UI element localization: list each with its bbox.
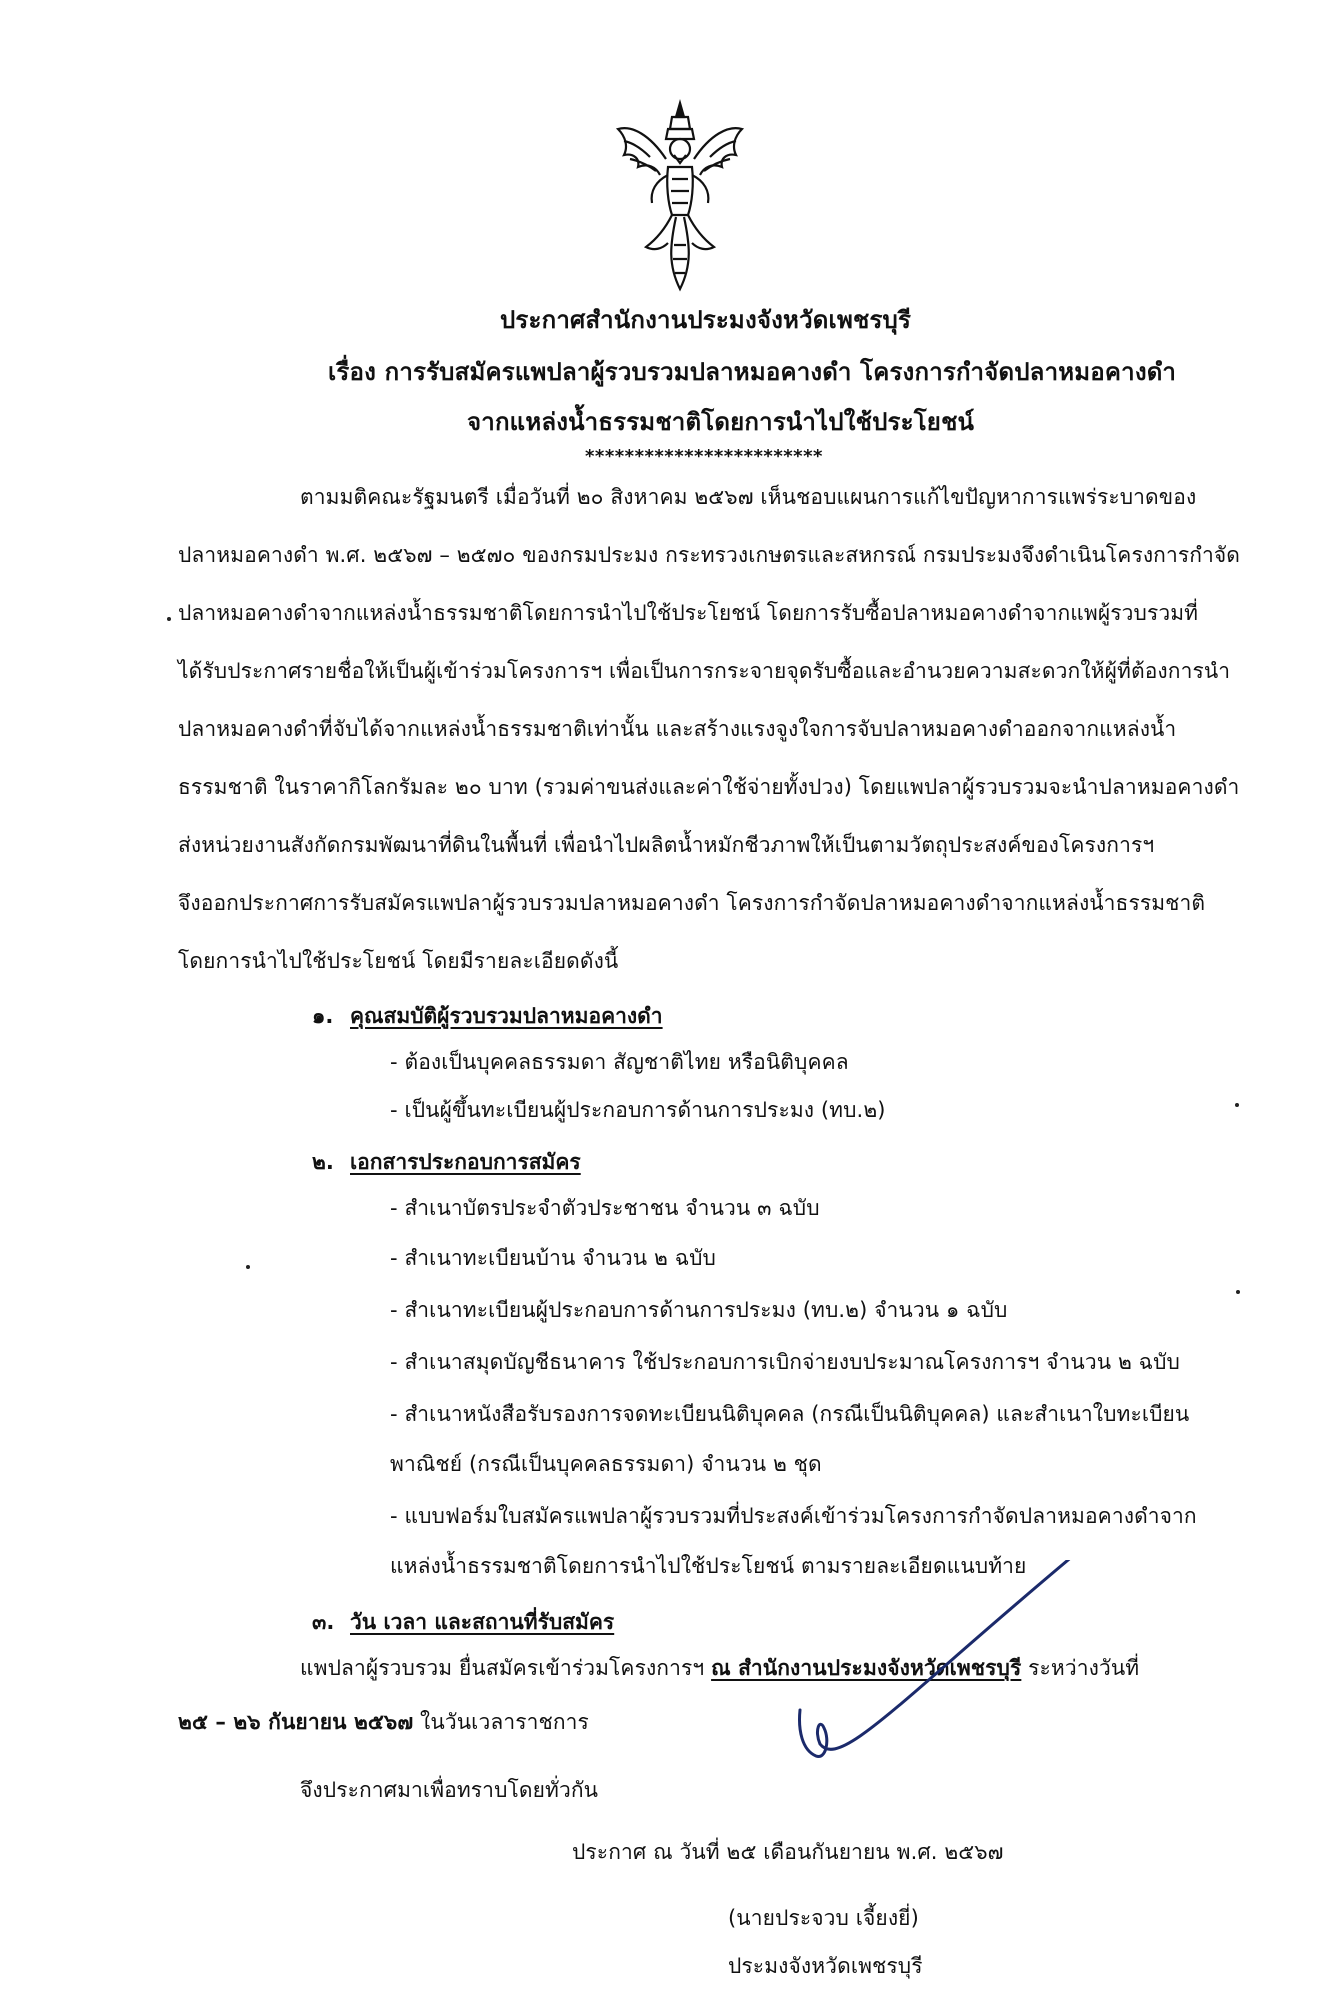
signatory-name: (นายประจวบ เจี้ยงยี่) — [728, 1906, 919, 1930]
schedule-dates-line — [178, 1710, 589, 1735]
section-heading-text: วัน เวลา และสถานที่รับสมัคร — [350, 1610, 615, 1634]
section-heading — [350, 1606, 614, 1639]
list-item: - สำเนาทะเบียนผู้ประกอบการด้านการประมง (ทบ.๒) จำนวน ๑ ฉบับ — [390, 1298, 1008, 1322]
list-item: - สำเนาทะเบียนบ้าน จำนวน ๒ ฉบับ — [390, 1246, 716, 1270]
schedule-text: ในวันเวลาราชการ — [413, 1710, 589, 1734]
list-item: - ต้องเป็นบุคคลธรรมดา สัญชาติไทย หรือนิติบุคคล — [390, 1050, 849, 1074]
scan-speck — [167, 617, 171, 621]
announcement-date: ประกาศ ณ วันที่ ๒๕ เดือนกันยายน พ.ศ. ๒๕๖๗ — [572, 1840, 1004, 1864]
list-item: พาณิชย์ (กรณีเป็นบุคคลธรรมดา) จำนวน ๒ ชุด — [390, 1452, 822, 1476]
announcement-subject-line2: จากแหล่งน้ำธรรมชาติโดยการนำไปใช้ประโยชน์ — [467, 408, 975, 436]
closing-statement: จึงประกาศมาเพื่อทราบโดยทั่วกัน — [300, 1778, 599, 1802]
scan-speck — [246, 1265, 250, 1269]
schedule-text: ระหว่างวันที่ — [1021, 1656, 1140, 1680]
section-number: ๓. — [312, 1610, 335, 1634]
intro-line: ปลาหมอคางดำจากแหล่งน้ำธรรมชาติโดยการนำไปใช้ประโยชน์ โดยการรับซื้อปลาหมอคางดำจากแพผู้รวบรวมที่ — [178, 601, 1199, 625]
section-heading — [350, 1000, 663, 1033]
list-item: - แบบฟอร์มใบสมัครแพปลาผู้รวบรวมที่ประสงค์เข้าร่วมโครงการกำจัดปลาหมอคางดำจาก — [390, 1504, 1197, 1528]
application-dates: ๒๕ – ๒๖ กันยายน ๒๕๖๗ — [178, 1710, 414, 1734]
list-item: - เป็นผู้ขึ้นทะเบียนผู้ประกอบการด้านการประมง (ทบ.๒) — [390, 1098, 886, 1122]
list-item: - สำเนาสมุดบัญชีธนาคาร ใช้ประกอบการเบิกจ่ายงบประมาณโครงการฯ จำนวน ๒ ฉบับ — [390, 1350, 1180, 1374]
section-heading — [350, 1146, 581, 1179]
schedule-text: แพปลาผู้รวบรวม ยื่นสมัครเข้าร่วมโครงการฯ — [300, 1656, 712, 1680]
intro-line: ส่งหน่วยงานสังกัดกรมพัฒนาที่ดินในพื้นที่ เพื่อนำไปผลิตน้ำหมักชีวภาพให้เป็นตามวัตถุประสงค์ของโครงการฯ — [178, 833, 1155, 857]
announcement-subject-line1: เรื่อง การรับสมัครแพปลาผู้รวบรวมปลาหมอคางดำ โครงการกำจัดปลาหมอคางดำ — [328, 358, 1177, 386]
signature-mark — [780, 1560, 1100, 1790]
signatory-position: ประมงจังหวัดเพชรบุรี — [728, 1954, 923, 1978]
title-separator: ************************ — [585, 446, 823, 467]
section-number: ๑. — [312, 1004, 334, 1028]
intro-line: ตามมติคณะรัฐมนตรี เมื่อวันที่ ๒๐ สิงหาคม ๒๕๖๗ เห็นชอบแผนการแก้ไขปัญหาการแพร่ระบาดของ — [300, 485, 1197, 509]
section-heading-text: เอกสารประกอบการสมัคร — [350, 1150, 581, 1174]
section-heading-text: คุณสมบัติผู้รวบรวมปลาหมอคางดำ — [350, 1004, 663, 1028]
intro-line: ธรรมชาติ ในราคากิโลกรัมละ ๒๐ บาท (รวมค่าขนส่งและค่าใช้จ่ายทั้งปวง) โดยแพปลาผู้รวบรวมจะนำปลาหมอคางดำ — [178, 775, 1240, 799]
list-item: - สำเนาหนังสือรับรองการจดทะเบียนนิติบุคคล (กรณีเป็นนิติบุคคล) และสำเนาใบทะเบียน — [390, 1402, 1190, 1426]
intro-line: โดยการนำไปใช้ประโยชน์ โดยมีรายละเอียดดังนี้ — [178, 949, 619, 973]
intro-line: ได้รับประกาศรายชื่อให้เป็นผู้เข้าร่วมโครงการฯ เพื่อเป็นการกระจายจุดรับซื้อและอำนวยความสะดวกให้ผู้ที่ต้องการนำ — [178, 659, 1231, 683]
intro-line: ปลาหมอคางดำ พ.ศ. ๒๕๖๗ – ๒๕๗๐ ของกรมประมง กระทรวงเกษตรและสหกรณ์ กรมประมงจึงดำเนินโครงการกำจัด — [178, 543, 1241, 567]
list-item: แหล่งน้ำธรรมชาติโดยการนำไปใช้ประโยชน์ ตามรายละเอียดแนบท้าย — [390, 1554, 1027, 1578]
intro-line: ปลาหมอคางดำที่จับได้จากแหล่งน้ำธรรมชาติเท่านั้น และสร้างแรงจูงใจการจับปลาหมอคางดำออกจากแหล่งน้ำ — [178, 717, 1177, 741]
scan-speck — [1235, 1103, 1239, 1107]
intro-line: จึงออกประกาศการรับสมัครแพปลาผู้รวบรวมปลาหมอคางดำ โครงการกำจัดปลาหมอคางดำจากแหล่งน้ำธรรมชาติ — [178, 891, 1206, 915]
application-place: ณ สำนักงานประมงจังหวัดเพชรบุรี — [711, 1656, 1022, 1680]
scan-speck — [1236, 1290, 1240, 1294]
announcement-title: ประกาศสำนักงานประมงจังหวัดเพชรบุรี — [500, 306, 912, 334]
section-number: ๒. — [312, 1150, 334, 1174]
list-item: - สำเนาบัตรประจำตัวประชาชน จำนวน ๓ ฉบับ — [390, 1196, 820, 1220]
garuda-emblem-icon — [610, 95, 750, 295]
